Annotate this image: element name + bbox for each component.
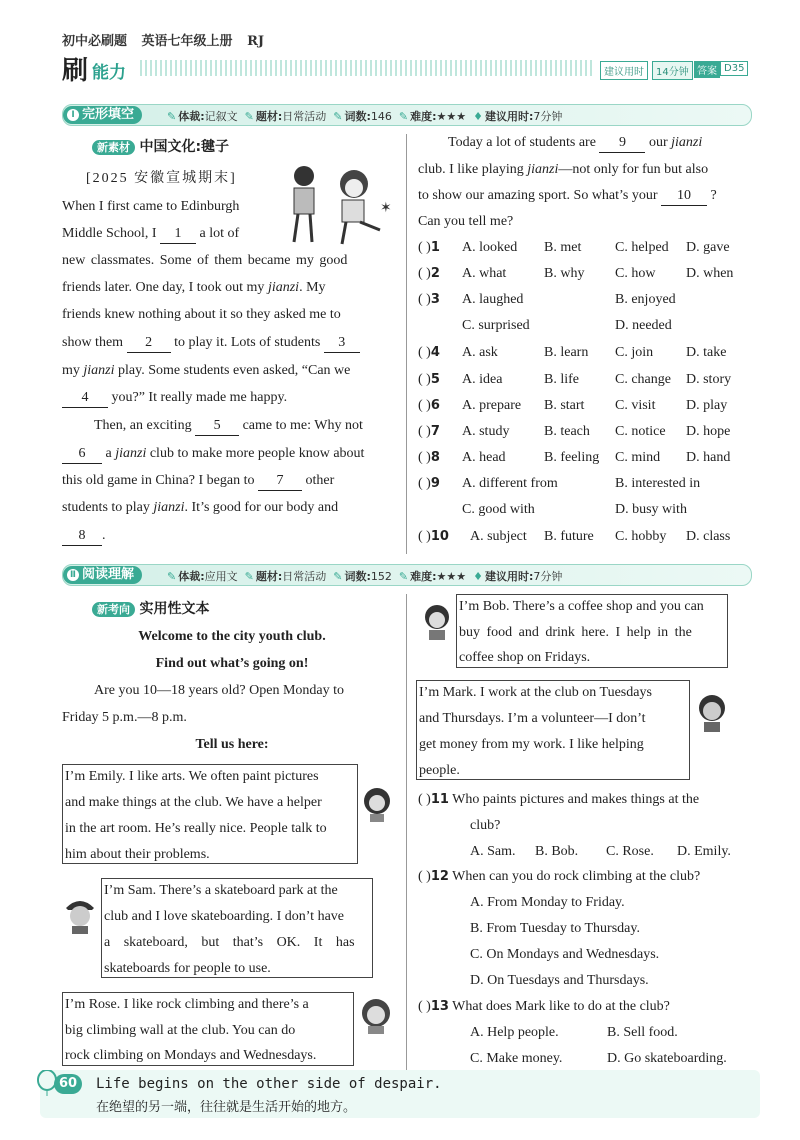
option-row[interactable]: ( )1 — [418, 240, 440, 255]
option-b[interactable]: B. start — [544, 398, 585, 413]
option-d[interactable]: D. story — [686, 372, 732, 387]
svg-text:✶: ✶ — [380, 200, 392, 216]
bob-avatar-icon — [422, 604, 452, 640]
option-d[interactable]: D. hand — [686, 450, 731, 465]
passage-line-9: Then, an exciting 5 came to me: Why not — [94, 417, 363, 436]
blank-9[interactable]: 9 — [599, 134, 645, 153]
option-row[interactable]: ( )4 — [418, 345, 440, 360]
q12-option-d[interactable]: D. On Tuesdays and Thursdays. — [470, 973, 649, 988]
option-b[interactable]: B. met — [544, 240, 582, 255]
option-d[interactable]: D. class — [686, 529, 731, 544]
option-row[interactable]: ( )7 — [418, 424, 440, 439]
column-divider-1 — [406, 134, 407, 554]
option-c[interactable]: C. change — [615, 372, 671, 387]
option-b[interactable]: B. feeling — [544, 450, 600, 465]
passage-line-8: 4 you?” It really made me happy. — [62, 389, 287, 408]
new-direction-tag: 新考向 实用性文本 — [92, 598, 209, 618]
option-row[interactable]: ( )6 — [418, 398, 440, 413]
motto-chinese: 在绝望的另一端，往往就是生活开始的地方。 — [96, 1100, 357, 1115]
q13-option-b[interactable]: B. Sell food. — [607, 1025, 678, 1040]
passage-line-4: friends later. One day, I took out my jianzi. My — [62, 280, 326, 295]
option-row[interactable]: ( )2 — [418, 266, 440, 281]
passage-line-3: new classmates. Some of them became my good — [62, 253, 348, 268]
q11-option-b[interactable]: B. Bob. — [535, 844, 579, 859]
option-b[interactable]: B. enjoyed — [615, 292, 676, 307]
option-a[interactable]: A. laughed — [462, 292, 524, 307]
passage-line-r2: club. I like playing jianzi—not only for fun but also — [418, 162, 709, 177]
passage-line-2: Middle School, I 1 a lot of — [62, 225, 239, 244]
blank-1[interactable]: 1 — [160, 225, 196, 244]
option-d[interactable]: D. take — [686, 345, 727, 360]
q12-option-c[interactable]: C. On Mondays and Wednesdays. — [470, 947, 660, 962]
section1-meta: ✎ 体裁:记叙文 ✎ 题材:日常活动 ✎ 词数:146 ✎ 难度:★★★ ♦ 建议用时:7分钟 — [167, 110, 563, 123]
mark-box: I’m Mark. I work at the club on Tuesdays and Thursdays. I’m a volunteer—I don’t get money from my work. I like helping people. — [416, 680, 690, 780]
question-11[interactable]: ( )11 Who paints pictures and makes things at the — [418, 792, 700, 807]
q11-option-a[interactable]: A. Sam. — [470, 844, 516, 859]
column-divider-2 — [406, 594, 407, 1070]
bob-box: I’m Bob. There’s a coffee shop and you can buy food and drink here. I help in the coffee shop on Fridays. — [456, 594, 728, 668]
option-a[interactable]: A. prepare — [462, 398, 522, 413]
option-a[interactable]: A. head — [462, 450, 506, 465]
option-b[interactable]: B. learn — [544, 345, 589, 360]
option-c[interactable]: C. notice — [615, 424, 666, 439]
running-header — [62, 30, 274, 49]
option-a[interactable]: A. idea — [462, 372, 503, 387]
answer-label: 答案 — [694, 61, 720, 78]
motto-english: Life begins on the other side of despair. — [96, 1076, 442, 1092]
option-a[interactable]: A. different from — [462, 476, 558, 491]
brush-subtitle: 能力 — [92, 63, 126, 83]
option-b[interactable]: B. future — [544, 529, 594, 544]
question-13[interactable]: ( )13 What does Mark like to do at the club? — [418, 999, 670, 1014]
option-c[interactable]: C. join — [615, 345, 654, 360]
passage-line-r1: Today a lot of students are 9 our jianzi — [448, 134, 702, 153]
sam-avatar-icon — [62, 894, 98, 934]
question-12[interactable]: ( )12 When can you do rock climbing at the club? — [418, 869, 701, 884]
section1-title: Ⅰ 完形填空 — [63, 106, 142, 124]
passage-line-7: my jianzi play. Some students even asked, “Can we — [62, 363, 351, 378]
rose-avatar-icon — [360, 998, 392, 1034]
passage-line-13: 8 . — [62, 527, 106, 546]
q13-option-c[interactable]: C. Make money. — [470, 1051, 563, 1066]
option-b[interactable]: B. life — [544, 372, 579, 387]
q12-option-b[interactable]: B. From Tuesday to Thursday. — [470, 921, 640, 936]
section2-title: Ⅱ 阅读理解 — [63, 566, 142, 584]
series-name: 初中必刷题 — [62, 34, 128, 49]
passage-line-r3: to show our amazing sport. So what’s your 10 ? — [418, 187, 717, 206]
option-row[interactable]: ( )8 — [418, 450, 440, 465]
passage-line-5: friends knew nothing about it so they asked me to — [62, 307, 341, 322]
header-stripes — [140, 60, 595, 76]
passage-line-10: 6 a jianzi club to make more people know about — [62, 445, 364, 464]
rose-box: I’m Rose. I like rock climbing and there’s a big climbing wall at the club. You can do rock climbing on Mondays and Wednesdays. — [62, 992, 354, 1066]
club-heading-2: Find out what’s going on! — [155, 656, 309, 671]
option-row[interactable]: ( )10 — [418, 529, 449, 544]
question-11-cont: club? — [470, 818, 501, 833]
emily-box: I’m Emily. I like arts. We often paint pictures and make things at the club. We have a helper in the art room. He’s really nice. People talk to him about their problems. — [62, 764, 358, 864]
blank-2[interactable]: 2 — [127, 334, 171, 353]
blank-4[interactable]: 4 — [62, 389, 108, 408]
blank-3[interactable]: 3 — [324, 334, 360, 353]
option-a[interactable]: A. ask — [462, 345, 498, 360]
option-b[interactable]: B. why — [544, 266, 585, 281]
section2-bar — [62, 564, 752, 586]
option-b[interactable]: B. teach — [544, 424, 590, 439]
emily-avatar-icon — [362, 786, 392, 822]
passage-line-11: this old game in China? I began to 7 other — [62, 472, 334, 491]
option-c[interactable]: C. visit — [615, 398, 656, 413]
blank-7[interactable]: 7 — [258, 472, 302, 491]
option-a[interactable]: A. looked — [462, 240, 518, 255]
q13-option-a[interactable]: A. Help people. — [470, 1025, 559, 1040]
option-row[interactable]: ( )5 — [418, 372, 440, 387]
passage-line-6: show them 2 to play it. Lots of students 3 — [62, 334, 360, 353]
section2-meta: ✎ 体裁:应用文 ✎ 题材:日常活动 ✎ 词数:152 ✎ 难度:★★★ ♦ 建议用时:7分钟 — [167, 570, 563, 583]
option-d[interactable]: D. hope — [686, 424, 731, 439]
answer-page: D35 — [720, 61, 748, 76]
option-c[interactable]: C. helped — [615, 240, 669, 255]
subject-name: 英语七年级上册 — [141, 34, 233, 49]
option-row[interactable]: ( )3 — [418, 292, 440, 307]
suggested-time-value: 14分钟 — [652, 61, 693, 80]
option-c[interactable]: C. surprised — [462, 318, 530, 333]
blank-10[interactable]: 10 — [661, 187, 707, 206]
option-c[interactable]: C. hobby — [615, 529, 667, 544]
q12-option-a[interactable]: A. From Monday to Friday. — [470, 895, 625, 910]
intro-line-2: Friday 5 p.m.—8 p.m. — [62, 710, 187, 725]
option-c[interactable]: C. how — [615, 266, 656, 281]
option-d[interactable]: D. when — [686, 266, 734, 281]
brush-logo: 刷 — [62, 56, 89, 86]
q13-option-d[interactable]: D. Go skateboarding. — [607, 1051, 727, 1066]
mark-avatar-icon — [696, 694, 728, 732]
passage-line-12: students to play jianzi. It’s good for our body and — [62, 500, 339, 515]
edition: RJ — [247, 34, 265, 49]
jianzi-illustration — [282, 162, 394, 248]
sam-box: I’m Sam. There’s a skateboard park at the club and I love skateboarding. I don’t have a skateboard, but that’s OK. It has skateboards for people to use. — [101, 878, 373, 978]
club-heading-1: Welcome to the city youth club. — [138, 629, 326, 644]
option-c[interactable]: C. mind — [615, 450, 661, 465]
q11-option-d[interactable]: D. Emily. — [677, 844, 731, 859]
q11-option-c[interactable]: C. Rose. — [606, 844, 654, 859]
blank-6[interactable]: 6 — [62, 445, 102, 464]
option-d[interactable]: D. busy with — [615, 502, 687, 517]
option-d[interactable]: D. play — [686, 398, 728, 413]
option-a[interactable]: A. what — [462, 266, 507, 281]
option-a[interactable]: A. subject — [470, 529, 527, 544]
suggested-time-label: 建议用时 — [600, 61, 648, 80]
passage-line-r4: Can you tell me? — [418, 214, 514, 229]
blank-5[interactable]: 5 — [195, 417, 239, 436]
intro-line-1: Are you 10—18 years old? Open Monday to — [94, 683, 345, 698]
option-c[interactable]: C. good with — [462, 502, 535, 517]
new-material-tag: 新素材 中国文化:毽子 — [92, 136, 229, 156]
option-a[interactable]: A. study — [462, 424, 510, 439]
passage-line-1: When I first came to Edinburgh — [62, 199, 240, 214]
option-d[interactable]: D. gave — [686, 240, 730, 255]
option-b[interactable]: B. interested in — [615, 476, 701, 491]
option-d[interactable]: D. needed — [615, 318, 672, 333]
option-row[interactable]: ( )9 — [418, 476, 440, 491]
source-note: [2025 安徽宣城期末] — [86, 171, 237, 186]
page-number: 60 — [54, 1074, 82, 1094]
blank-8[interactable]: 8 — [62, 527, 102, 546]
section1-bar — [62, 104, 752, 126]
tell-us-here: Tell us here: — [195, 737, 269, 752]
